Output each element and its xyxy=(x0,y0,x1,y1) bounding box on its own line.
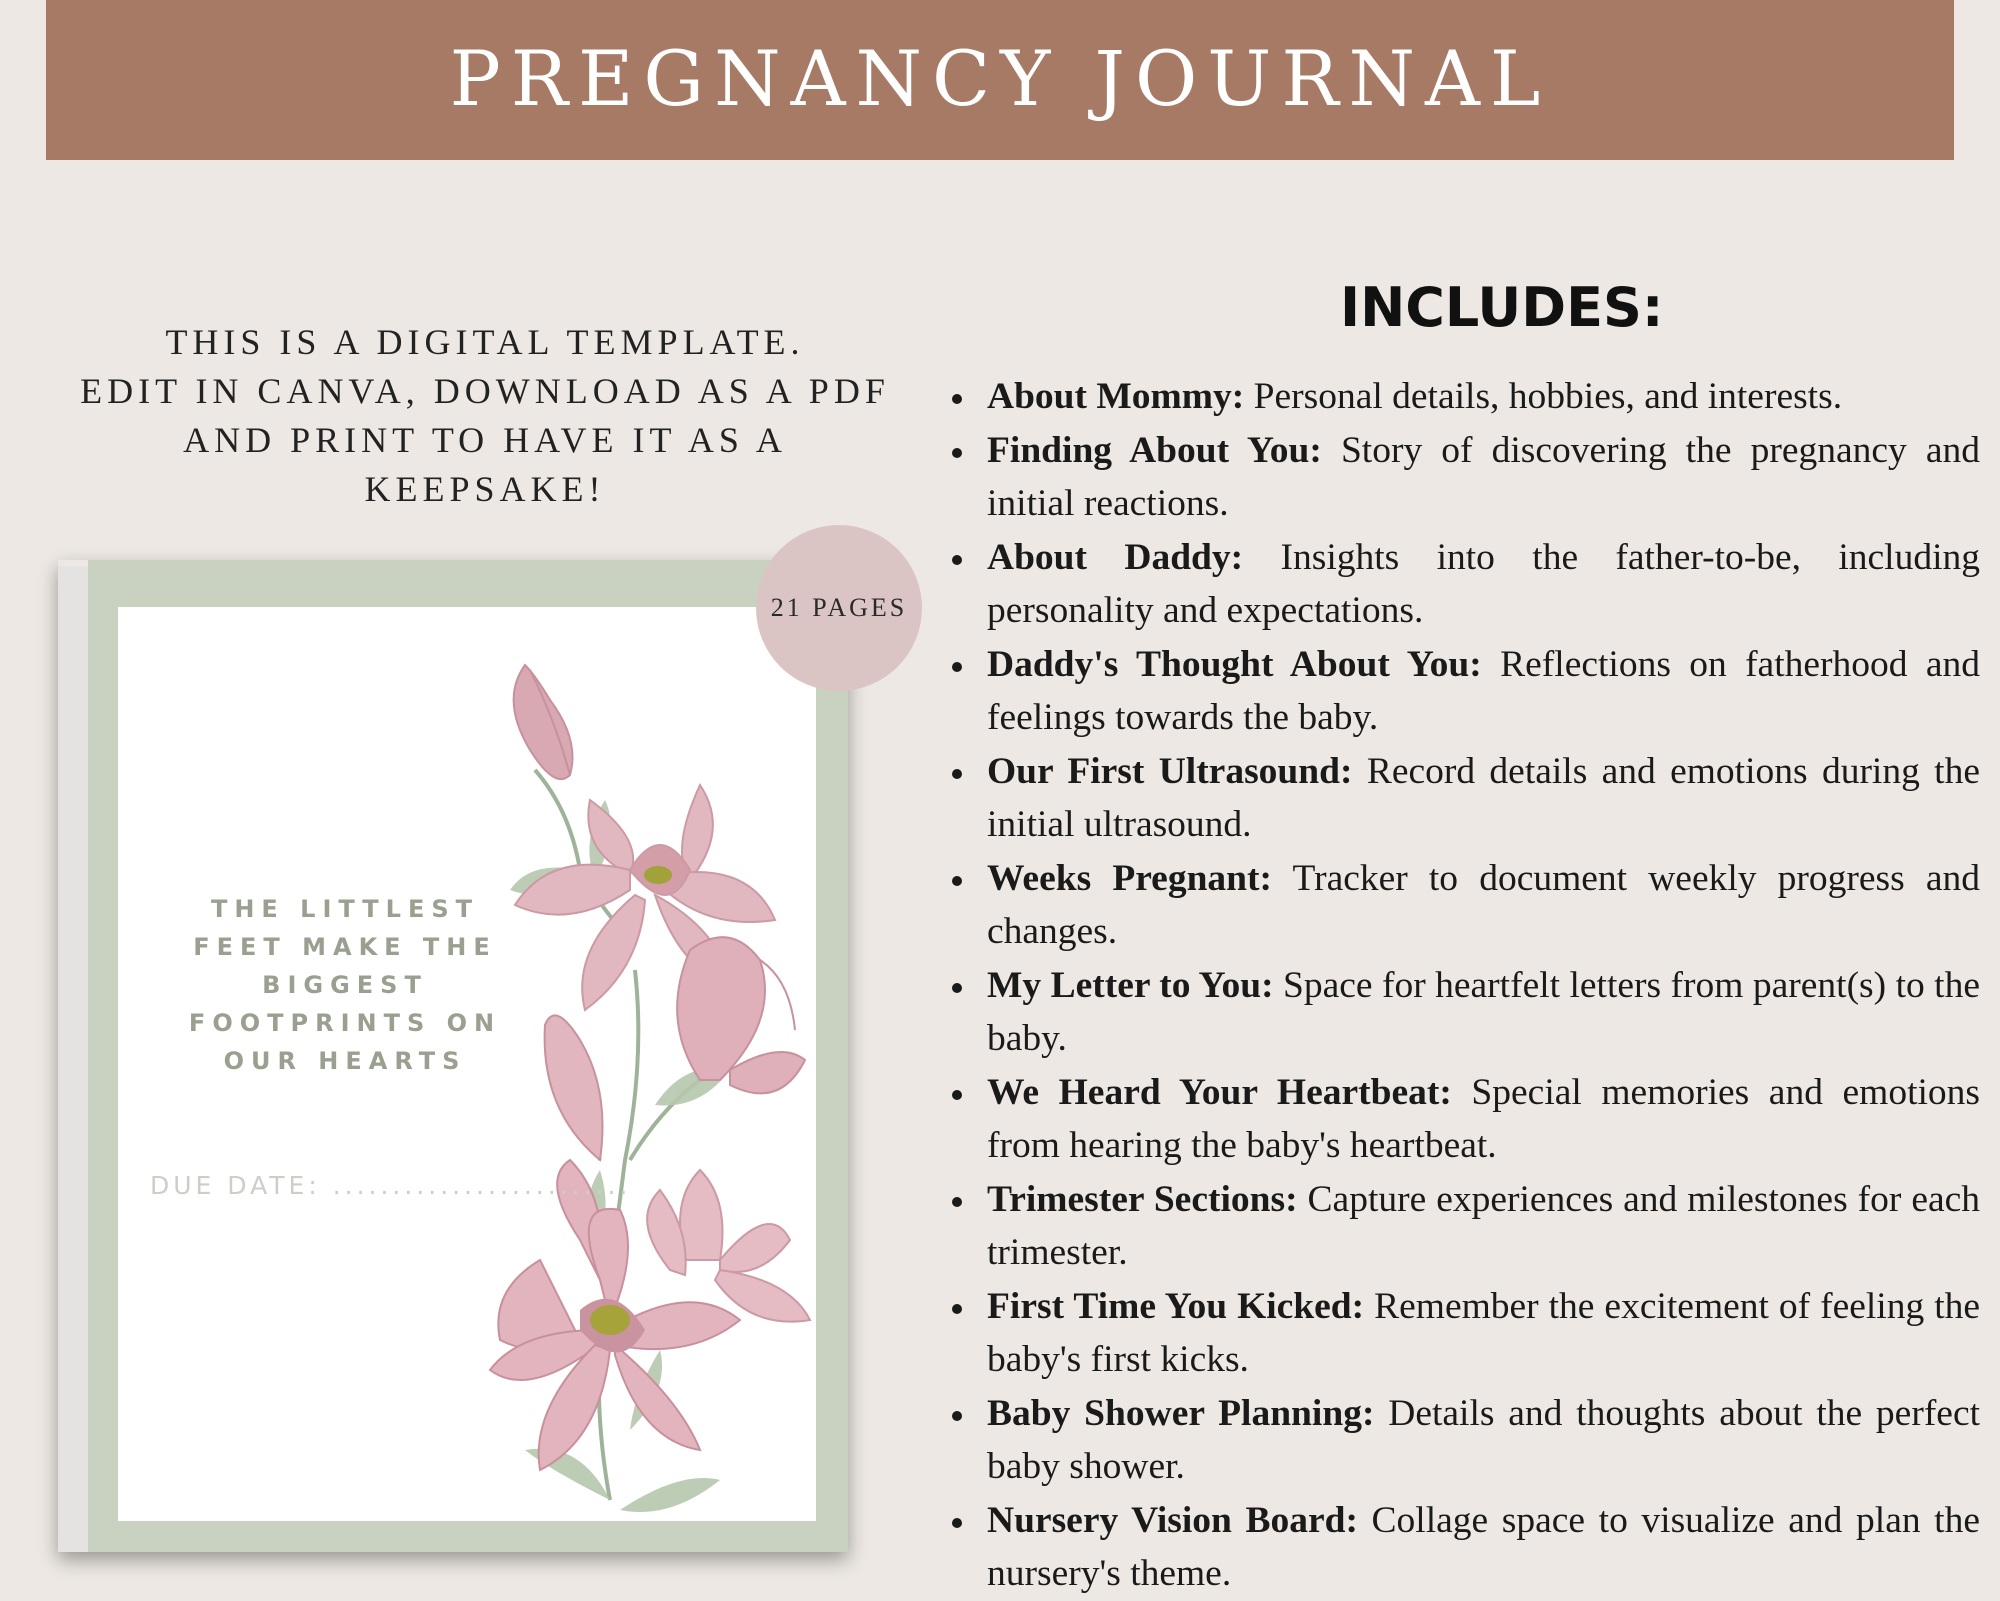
intro-line: KEEPSAKE! xyxy=(364,469,606,509)
item-desc: Remember the excitement of feeling the baby's first kicks. xyxy=(987,1285,1981,1380)
page-count-badge xyxy=(756,525,922,691)
list-item xyxy=(945,1066,1980,1173)
quote-line: THE LITTLEST xyxy=(210,895,480,923)
due-date-field: DUE DATE: ......................... xyxy=(150,1171,632,1200)
item-term: About Daddy: xyxy=(987,536,1244,578)
item-desc: Capture experiences and milestones for each trimester. xyxy=(987,1178,1981,1273)
list-item xyxy=(945,1387,1980,1494)
item-term: About Mommy: xyxy=(987,376,1245,417)
list-item xyxy=(945,1173,1980,1280)
quote-line: BIGGEST xyxy=(262,971,428,999)
intro-line: EDIT IN CANVA, DOWNLOAD AS A PDF xyxy=(80,371,890,411)
item-desc: Space for heartfelt letters from parent(s) to the baby. xyxy=(987,964,1980,1059)
list-item xyxy=(945,531,1980,638)
item-term: Our First Ultrasound: xyxy=(987,750,1353,792)
item-desc: Record details and emotions during the initial ultrasound. xyxy=(987,750,1980,845)
item-term: Baby Shower Planning: xyxy=(987,1392,1375,1434)
item-term: My Letter to You: xyxy=(987,964,1274,1006)
list-item xyxy=(945,959,1980,1066)
item-desc: Reflections on fatherhood and feelings towards the baby. xyxy=(987,643,1980,738)
item-term: First Time You Kicked: xyxy=(987,1285,1365,1327)
list-item xyxy=(945,745,1980,852)
intro-text xyxy=(50,318,920,514)
quote-line: FEET MAKE THE xyxy=(193,933,497,961)
intro-line: AND PRINT TO HAVE IT AS A xyxy=(183,420,787,460)
list-item xyxy=(945,1494,1980,1601)
quote-line: FOOTPRINTS ON xyxy=(188,1009,502,1037)
item-term: We Heard Your Heartbeat: xyxy=(987,1071,1452,1113)
item-term: Daddy's Thought About You: xyxy=(987,643,1482,685)
page-title: PREGNANCY JOURNAL xyxy=(449,33,1551,123)
header-banner xyxy=(46,0,1954,160)
item-term: Finding About You: xyxy=(987,429,1322,471)
item-term: Weeks Pregnant: xyxy=(987,857,1273,899)
includes-list xyxy=(945,370,1980,1601)
includes-heading: INCLUDES: xyxy=(1340,276,1664,339)
item-desc: Story of discovering the pregnancy and initial reactions. xyxy=(987,429,1980,524)
list-item xyxy=(945,852,1980,959)
item-term: Nursery Vision Board: xyxy=(987,1499,1358,1541)
intro-line: THIS IS A DIGITAL TEMPLATE. xyxy=(165,322,805,362)
item-desc: Special memories and emotions from hearing the baby's heartbeat. xyxy=(987,1071,1980,1166)
magnolia-illustration xyxy=(430,640,830,1530)
item-term: Trimester Sections: xyxy=(987,1178,1298,1220)
badge-label: 21 PAGES xyxy=(770,593,908,622)
book-spine xyxy=(58,566,88,1552)
item-desc: Insights into the father-to-be, including personality and expectations. xyxy=(987,536,1981,631)
item-desc: Details and thoughts about the perfect baby shower. xyxy=(987,1392,1981,1487)
list-item xyxy=(945,1280,1980,1387)
list-item xyxy=(945,370,1980,424)
quote-line: OUR HEARTS xyxy=(223,1047,467,1075)
cover-quote xyxy=(170,890,520,1080)
list-item xyxy=(945,424,1980,531)
item-desc: Tracker to document weekly progress and changes. xyxy=(987,857,1981,952)
item-desc: Personal details, hobbies, and interests. xyxy=(1253,376,1843,417)
item-desc: Collage space to visualize and plan the nursery's theme. xyxy=(987,1499,1980,1594)
list-item xyxy=(945,638,1980,745)
